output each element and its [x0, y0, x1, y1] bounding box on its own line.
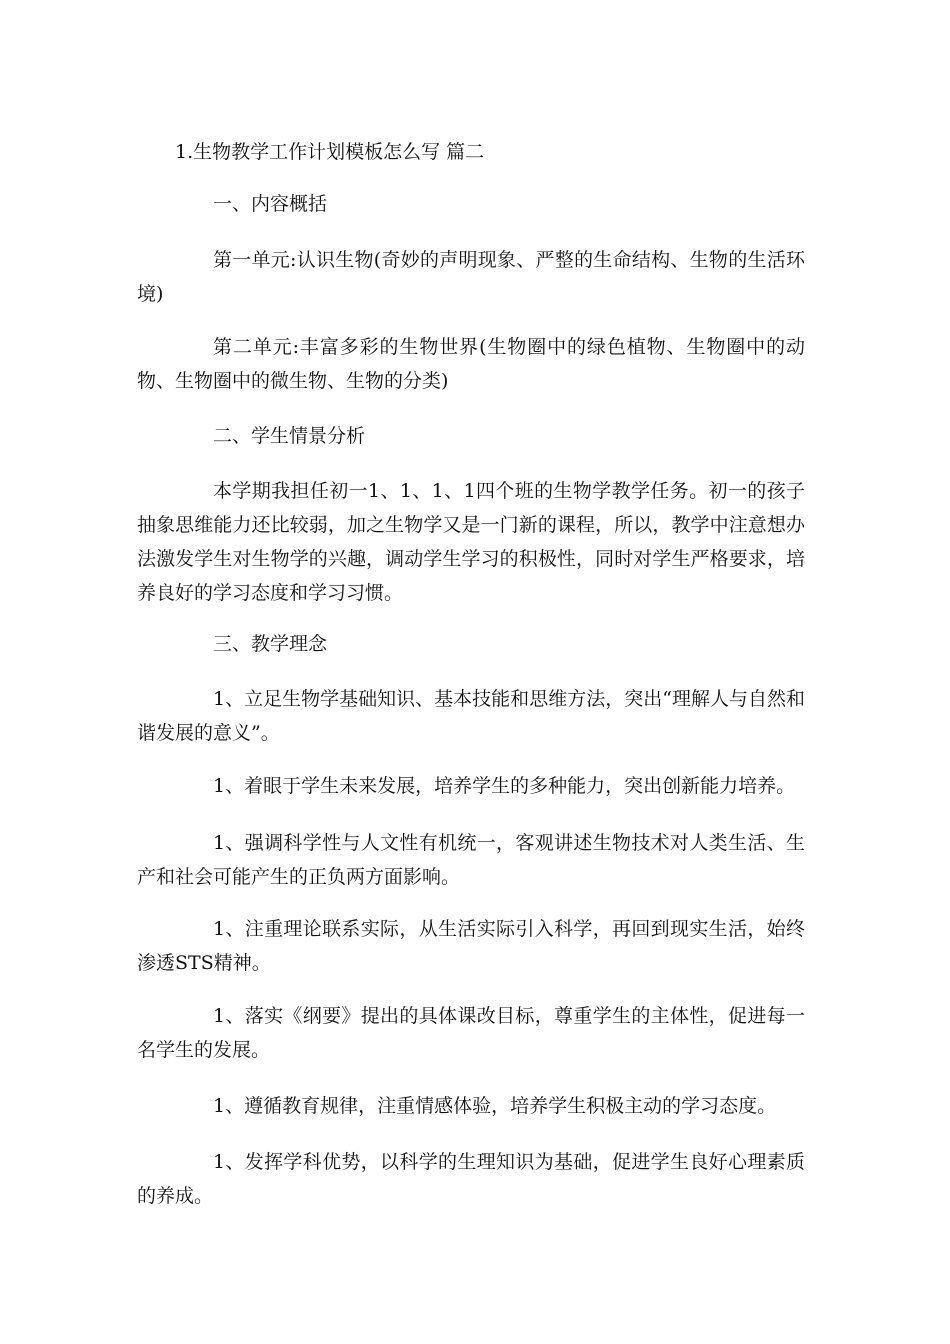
paragraph-philosophy-item: 1、强调科学性与人文性有机统一，客观讲述生物技术对人类生活、生产和社会可能产生的正负两方面影响。: [137, 832, 805, 888]
paragraph-philosophy-item: 1、发挥学科优势，以科学的生理知识为基础，促进学生良好心理素质的养成。: [137, 1151, 805, 1207]
paragraph-philosophy-item: 1、遵循教育规律，注重情感体验，培养学生积极主动的学习态度。: [213, 1095, 777, 1117]
paragraph-unit-one: 第一单元:认识生物(奇妙的声明现象、严整的生命结构、生物的生活环境): [137, 249, 805, 305]
section-heading-student-analysis: 二、学生情景分析: [213, 425, 366, 447]
paragraph-philosophy-item: 1、落实《纲要》提出的具体课改目标，尊重学生的主体性，促进每一名学生的发展。: [137, 1005, 805, 1061]
paragraph-student-analysis: 本学期我担任初一1、1、1、1四个班的生物学教学任务。初一的孩子抽象思维能力还比较弱，加之生物学又是一门新的课程，所以，教学中注意想办法激发学生对生物学的兴趣，调动学生学习的积极性，同时对学生严格要求，培养良好的学习态度和学习习惯。: [137, 480, 805, 604]
document-title: 1.生物教学工作计划模板怎么写 篇二: [175, 141, 485, 163]
paragraph-philosophy-item: 1、注重理论联系实际，从生活实际引入科学，再回到现实生活，始终渗透STS精神。: [137, 918, 805, 974]
paragraph-philosophy-item: 1、立足生物学基础知识、基本技能和思维方法，突出“理解人与自然和谐发展的意义”。: [137, 688, 805, 744]
paragraph-philosophy-item: 1、着眼于学生未来发展，培养学生的多种能力，突出创新能力培养。: [213, 775, 796, 797]
section-heading-content-summary: 一、内容概括: [213, 193, 328, 215]
section-heading-teaching-philosophy: 三、教学理念: [213, 633, 328, 655]
paragraph-unit-two: 第二单元:丰富多彩的生物世界(生物圈中的绿色植物、生物圈中的动物、生物圈中的微生物、生物的分类): [137, 336, 805, 392]
